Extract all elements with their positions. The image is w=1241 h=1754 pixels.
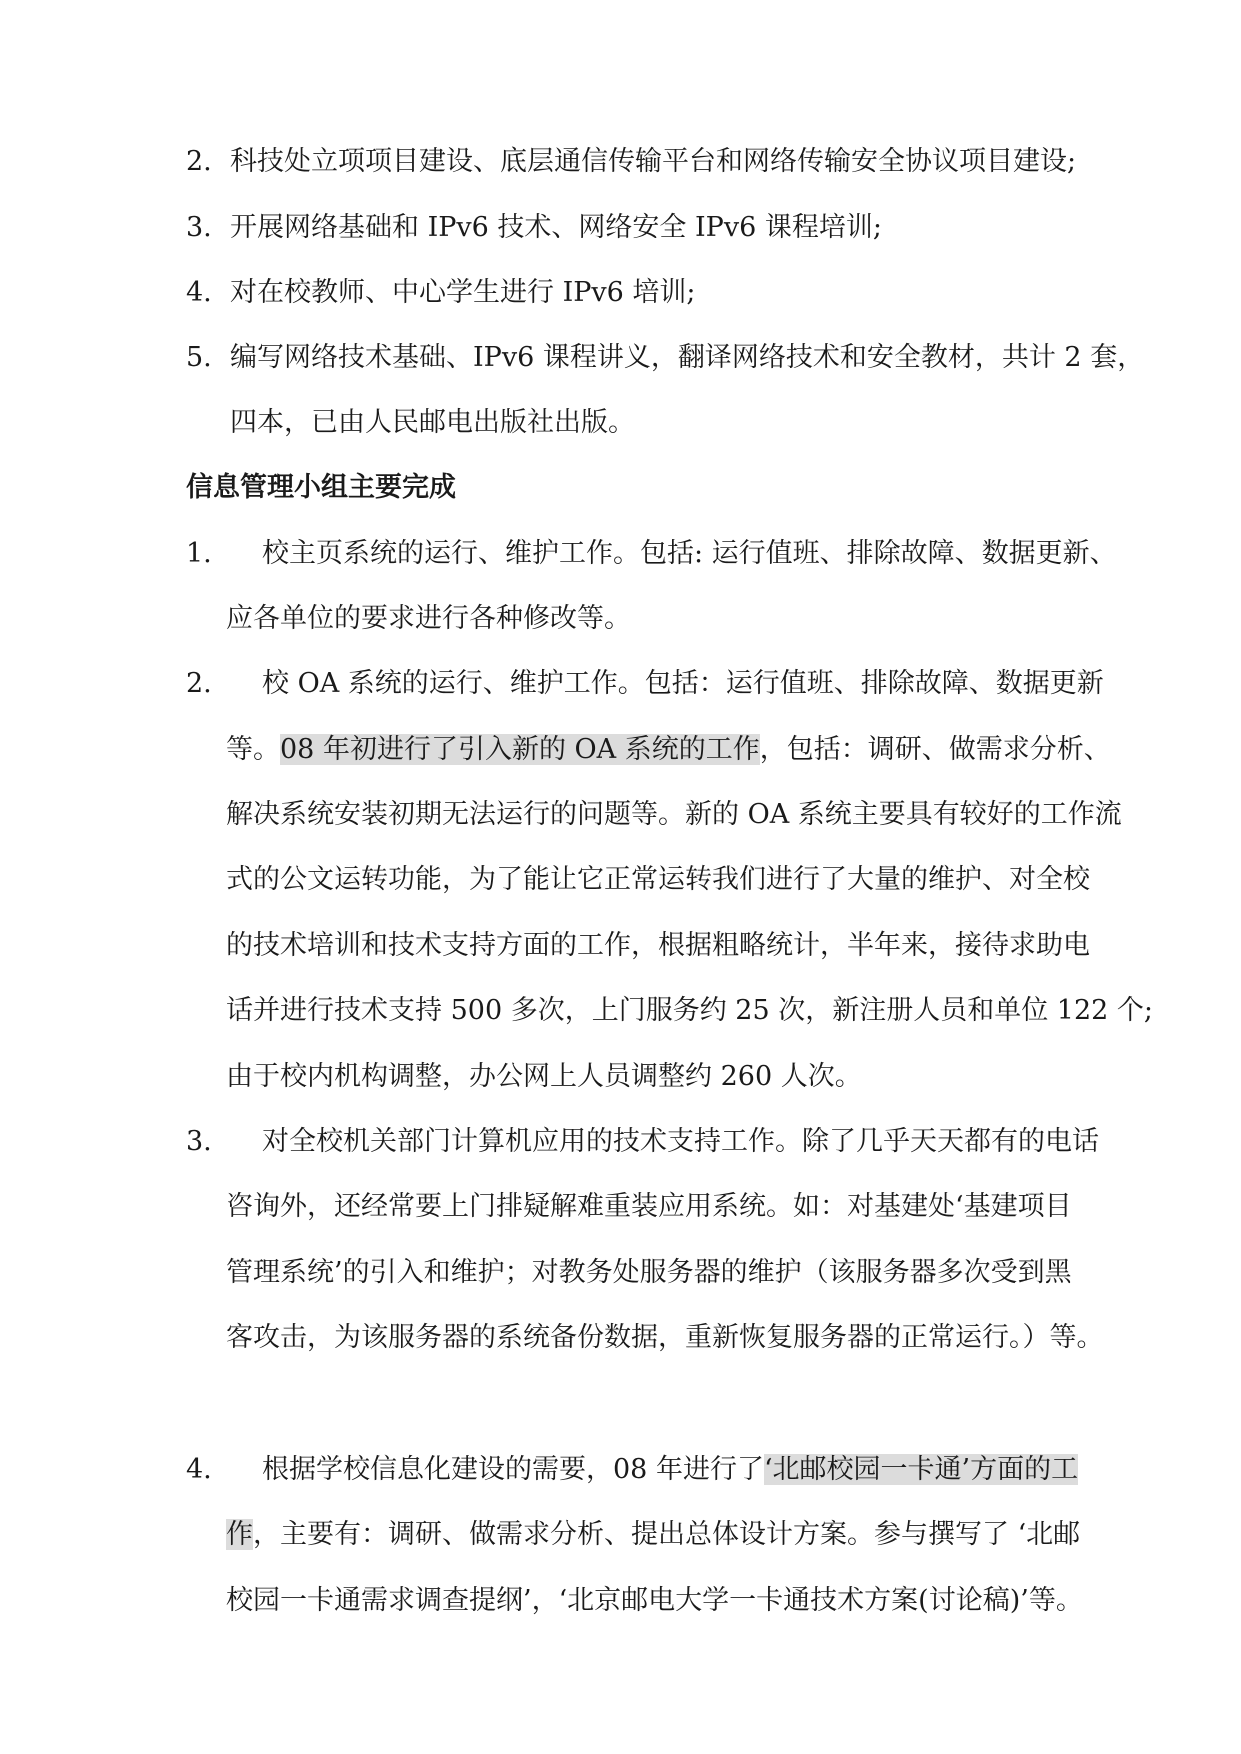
list-b-num-3: 3. xyxy=(186,1126,212,1157)
list-b-item-2-line-6: 话并进行技术支持 500 多次，上门服务约 25 次，新注册人员和单位 122 个; xyxy=(226,995,1154,1026)
list-b-item-2-line-1: 校 OA 系统的运行、维护工作。包括：运行值班、排除故障、数据更新 xyxy=(262,668,1104,699)
list-a-num-3: 3. xyxy=(186,212,212,243)
list-a-num-4: 4. xyxy=(186,277,212,308)
highlighted-text: 作 xyxy=(226,1519,253,1550)
list-a-item-2-line-1: 科技处立项项目建设、底层通信传输平台和网络传输安全协议项目建设; xyxy=(230,146,1077,177)
list-b-item-3-line-3: 管理系统’的引入和维护；对教务处服务器的维护（该服务器多次受到黑 xyxy=(226,1257,1072,1288)
list-b-item-2-line-3: 解决系统安装初期无法运行的问题等。新的 OA 系统主要具有较好的工作流 xyxy=(226,799,1122,830)
list-b-num-2: 2. xyxy=(186,668,212,699)
section-heading: 信息管理小组主要完成 xyxy=(186,472,456,503)
list-b-item-2-line-2-post: ，包括：调研、做需求分析、 xyxy=(759,734,1111,765)
highlighted-text: 08 年初进行了引入新的 OA 系统的工作 xyxy=(280,734,760,765)
list-b-item-2-line-4: 式的公文运转功能，为了能让它正常运转我们进行了大量的维护、对全校 xyxy=(226,864,1090,895)
list-b-item-2-line-2 xyxy=(226,733,1111,767)
list-a-item-4-line-1: 对在校教师、中心学生进行 IPv6 培训; xyxy=(230,277,696,308)
list-a-num-5: 5. xyxy=(186,342,212,373)
list-b-num-1: 1. xyxy=(186,538,212,569)
highlighted-text: ‘北邮校园一卡通’方面的工 xyxy=(763,1454,1079,1485)
list-a-num-2: 2. xyxy=(186,146,212,177)
list-b-item-4-line-1 xyxy=(262,1453,1078,1487)
list-b-num-4: 4. xyxy=(186,1454,212,1485)
list-a-item-3-line-1: 开展网络基础和 IPv6 技术、网络安全 IPv6 课程培训; xyxy=(230,212,882,243)
list-b-item-2-line-2-pre: 等。 xyxy=(226,734,280,765)
list-a-item-5-line-2: 四本，已由人民邮电出版社出版。 xyxy=(230,407,635,438)
list-b-item-3-line-1: 对全校机关部门计算机应用的技术支持工作。除了几乎天天都有的电话 xyxy=(262,1126,1099,1157)
list-b-item-4-line-2-post: ，主要有：调研、做需求分析、提出总体设计方案。参与撰写了 ‘北邮 xyxy=(253,1519,1081,1550)
list-b-item-4-line-2 xyxy=(226,1518,1080,1552)
list-b-item-1-line-1: 校主页系统的运行、维护工作。包括: 运行值班、排除故障、数据更新、 xyxy=(262,538,1117,569)
list-b-item-4-line-1-pre: 根据学校信息化建设的需要，08 年进行了 xyxy=(262,1454,764,1485)
list-b-item-4-line-3: 校园一卡通需求调查提纲’，‘北京邮电大学一卡通技术方案(讨论稿)’等。 xyxy=(226,1585,1083,1616)
list-b-item-3-line-2: 咨询外，还经常要上门排疑解难重装应用系统。如：对基建处‘基建项目 xyxy=(226,1191,1072,1222)
list-a-item-5-line-1: 编写网络技术基础、IPv6 课程讲义，翻译网络技术和安全教材，共计 2 套， xyxy=(230,342,1145,373)
list-b-item-2-line-7: 由于校内机构调整，办公网上人员调整约 260 人次。 xyxy=(226,1061,862,1092)
list-b-item-2-line-5: 的技术培训和技术支持方面的工作，根据粗略统计，半年来，接待求助电 xyxy=(226,930,1090,961)
list-b-item-1-line-2: 应各单位的要求进行各种修改等。 xyxy=(226,603,631,634)
list-b-item-3-line-4: 客攻击，为该服务器的系统备份数据，重新恢复服务器的正常运行。）等。 xyxy=(226,1322,1104,1353)
